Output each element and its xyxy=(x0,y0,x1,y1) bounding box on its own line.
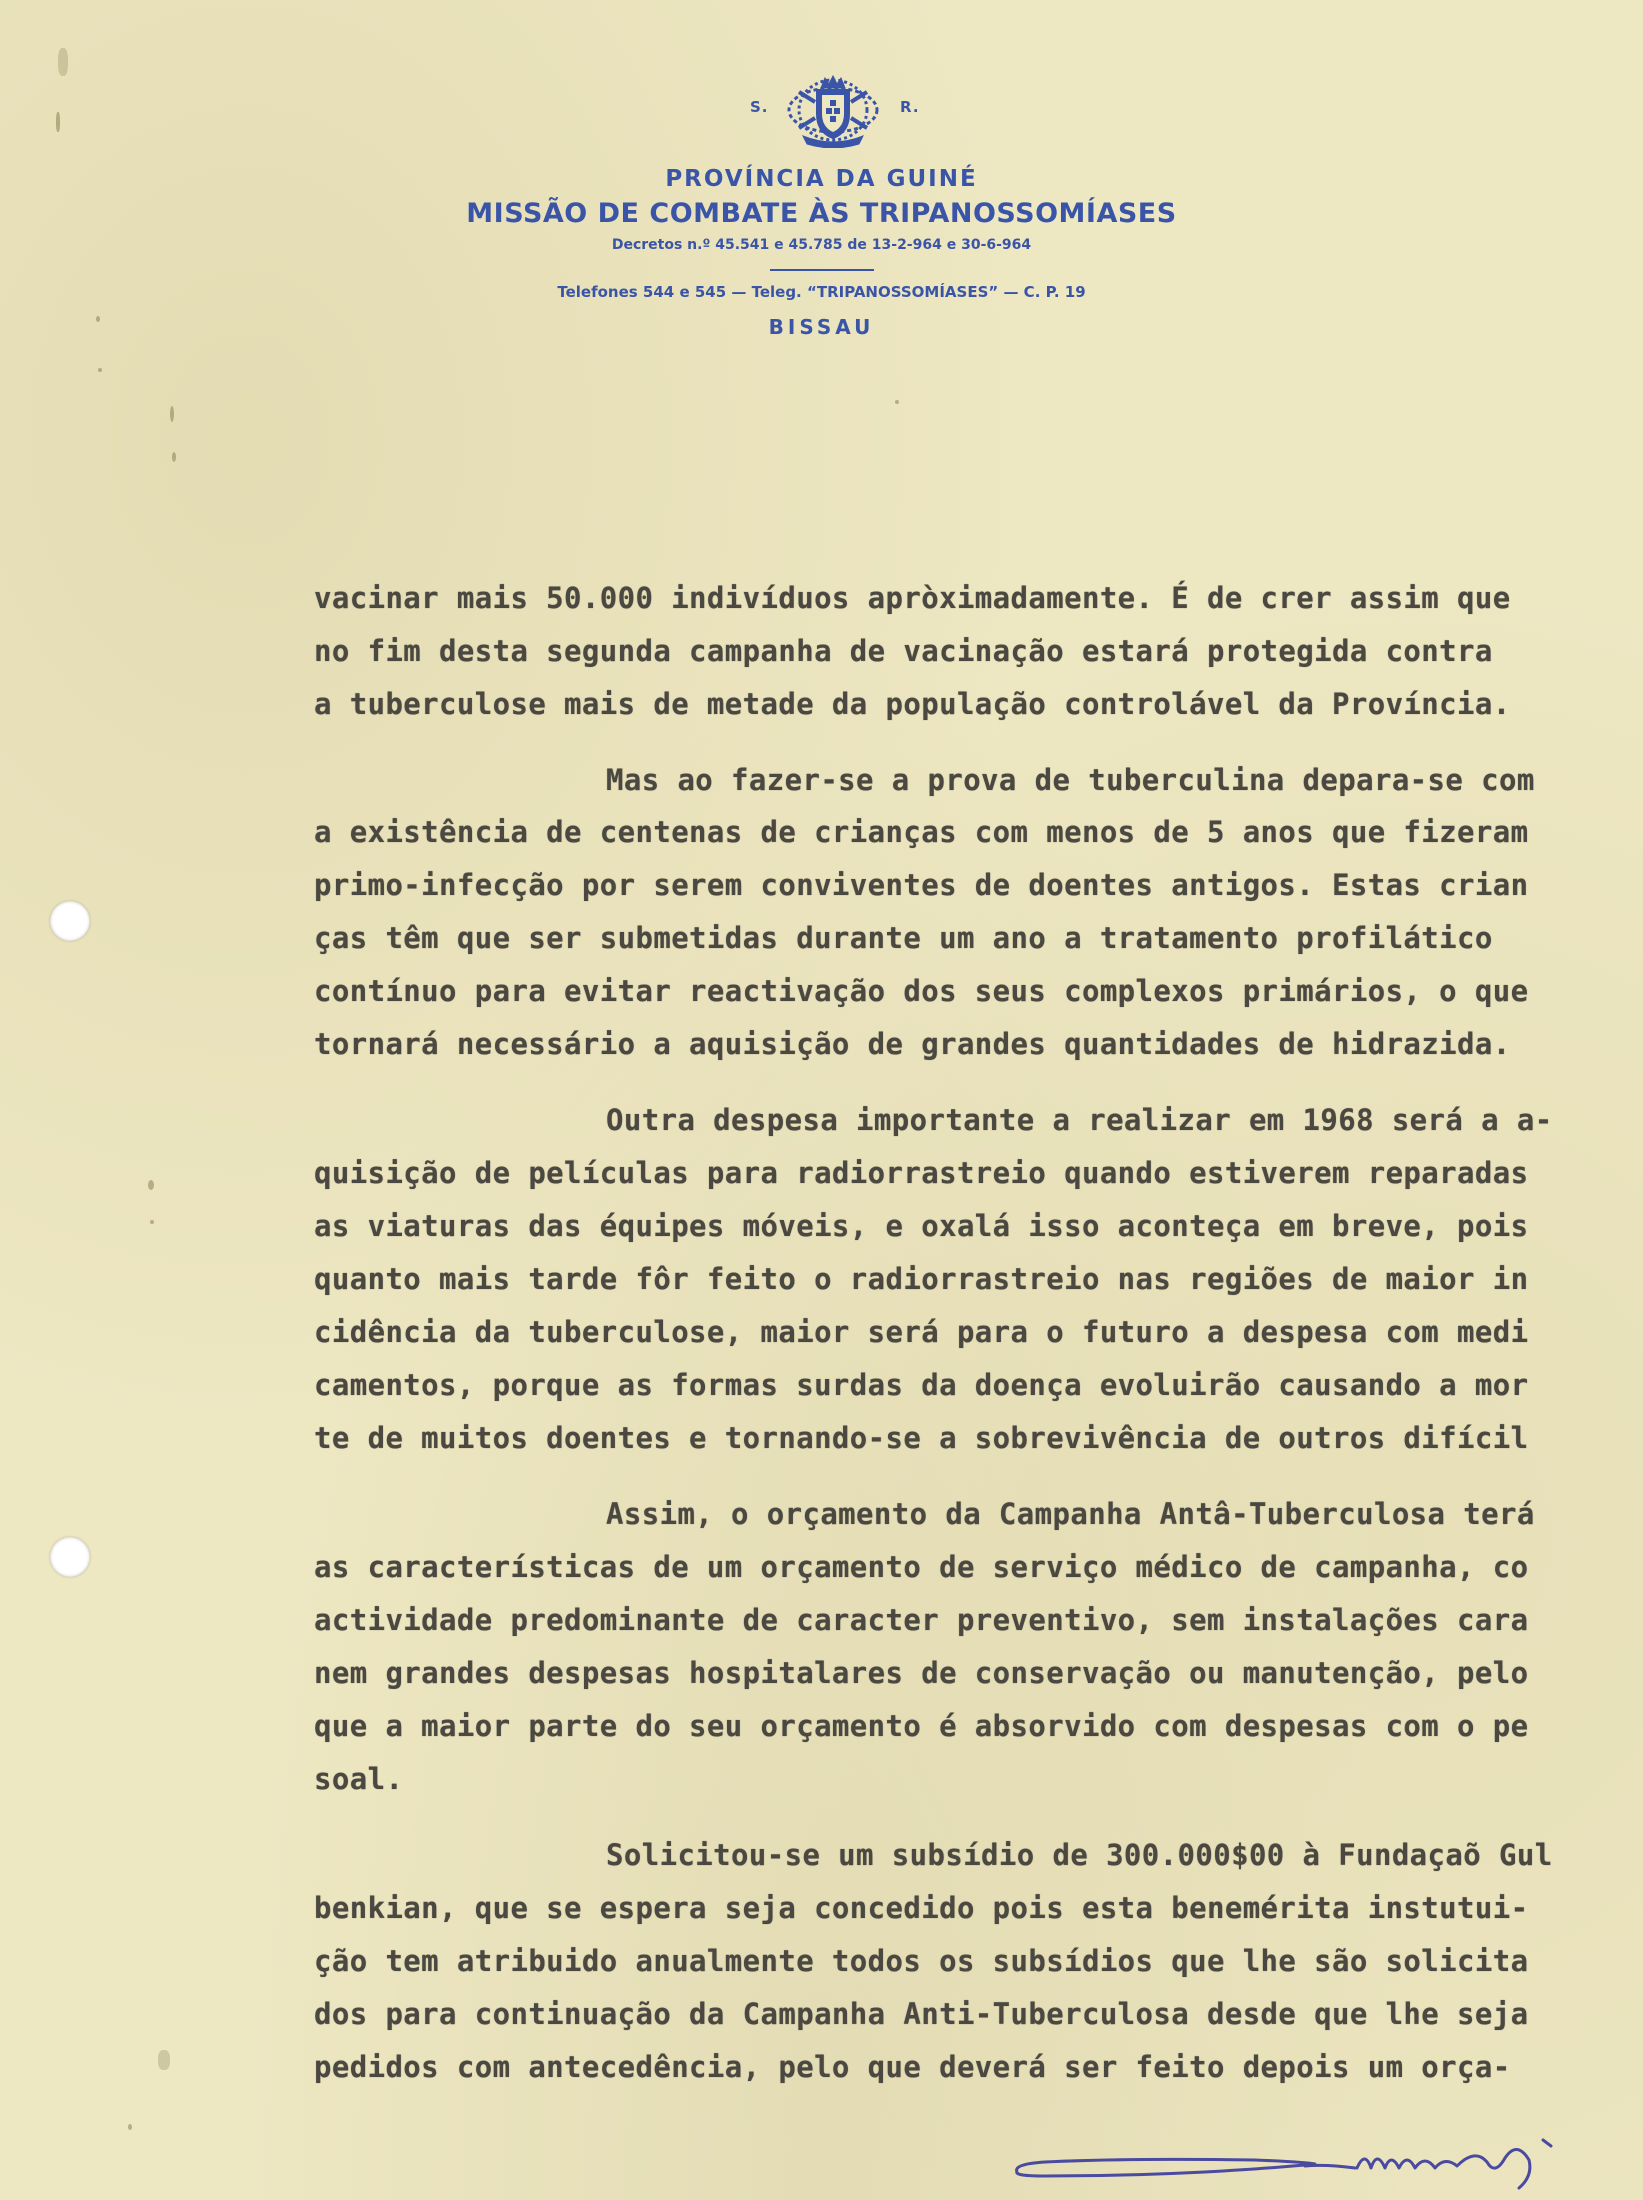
letterhead-mission: MISSÃO DE COMBATE ÀS TRIPANOSSOMÍASES xyxy=(466,198,1177,229)
paper-speck xyxy=(158,2050,170,2070)
punch-hole-bottom xyxy=(50,1537,90,1577)
handwritten-signature xyxy=(1005,2128,1605,2200)
paper-speck xyxy=(150,1220,154,1224)
body-line: pedidos com antecedência, pelo que deverá ser feito depois um orça- xyxy=(314,2050,1511,2084)
body-line: Solicitou-se um subsídio de 300.000$00 à Fundaçaõ Gul xyxy=(606,1838,1553,1872)
letterhead xyxy=(0,70,1643,339)
body-line: que a maior parte do seu orçamento é absorvido com despesas com o pe xyxy=(314,1709,1529,1743)
body-line: quisição de películas para radiorrastreio quando estiverem reparadas xyxy=(314,1156,1529,1190)
body-line: actividade predominante de caracter preventivo, sem instalações cara xyxy=(314,1603,1529,1637)
body-line: as características de um orçamento de serviço médico de campanha, co xyxy=(314,1550,1529,1584)
paper-speck xyxy=(895,400,899,404)
body-line: te de muitos doentes e tornando-se a sobrevivência de outros difícil xyxy=(314,1421,1529,1455)
body-line: Assim, o orçamento da Campanha Antâ-Tuberculosa terá xyxy=(606,1497,1535,1531)
body-line: primo-infecção por serem conviventes de doentes antigos. Estas crian xyxy=(314,868,1529,902)
body-line: nem grandes despesas hospitalares de conservação ou manutenção, pelo xyxy=(314,1656,1529,1690)
paper-speck xyxy=(148,1180,154,1190)
body-line: no fim desta segunda campanha de vacinação estará protegida contra xyxy=(314,634,1493,668)
letterhead-phones: Telefones 544 e 545 — Teleg. “TRIPANOSSOMÍASES” — C. P. 19 xyxy=(557,283,1086,301)
body-line: ção tem atribuido anualmente todos os subsídios que lhe são solicita xyxy=(314,1944,1529,1978)
body-line: dos para continuação da Campanha Anti-Tuberculosa desde que lhe seja xyxy=(314,1997,1529,2031)
coat-of-arms-icon xyxy=(785,72,881,148)
body-line: contínuo para evitar reactivação dos seus complexos primários, o que xyxy=(314,974,1529,1008)
body-line: ças têm que ser submetidas durante um ano a tratamento profilático xyxy=(314,921,1493,955)
body-line: tornará necessário a aquisição de grandes quantidades de hidrazida. xyxy=(314,1027,1511,1061)
letterhead-divider xyxy=(770,269,874,271)
body-line: vacinar mais 50.000 indivíduos apròximadamente. É de crer assim que xyxy=(314,581,1511,615)
paper-speck xyxy=(170,406,174,422)
body-line: as viaturas das équipes móveis, e oxalá isso aconteça em breve, pois xyxy=(314,1209,1529,1243)
paper-speck xyxy=(172,452,176,462)
body-line: a existência de centenas de crianças com menos de 5 anos que fizeram xyxy=(314,815,1529,849)
body-line: camentos, porque as formas surdas da doença evoluirão causando a mor xyxy=(314,1368,1529,1402)
body-line: soal. xyxy=(314,1762,404,1796)
letterhead-left-mark: S. xyxy=(750,98,769,116)
crest-row xyxy=(0,70,1643,150)
body-line: a tuberculose mais de metade da população controlável da Província. xyxy=(314,687,1511,721)
body-line: benkian, que se espera seja concedido pois esta benemérita instutui- xyxy=(314,1891,1529,1925)
body-line: Mas ao fazer-se a prova de tuberculina depara-se com xyxy=(606,763,1535,797)
body-line: quanto mais tarde fôr feito o radiorrastreio nas regiões de maior in xyxy=(314,1262,1529,1296)
letterhead-decrees: Decretos n.º 45.541 e 45.785 de 13-2-964 e 30-6-964 xyxy=(611,237,1032,253)
letterhead-right-mark: R. xyxy=(900,98,920,116)
paper-speck xyxy=(128,2124,132,2130)
body-line: Outra despesa importante a realizar em 1968 será a a- xyxy=(606,1103,1553,1137)
letterhead-province: PROVÍNCIA DA GUINÉ xyxy=(665,166,978,192)
paper-speck xyxy=(98,368,102,372)
body-line: cidência da tuberculose, maior será para o futuro a despesa com medi xyxy=(314,1315,1529,1349)
punch-hole-top xyxy=(50,901,90,941)
letterhead-city: BISSAU xyxy=(768,315,875,339)
